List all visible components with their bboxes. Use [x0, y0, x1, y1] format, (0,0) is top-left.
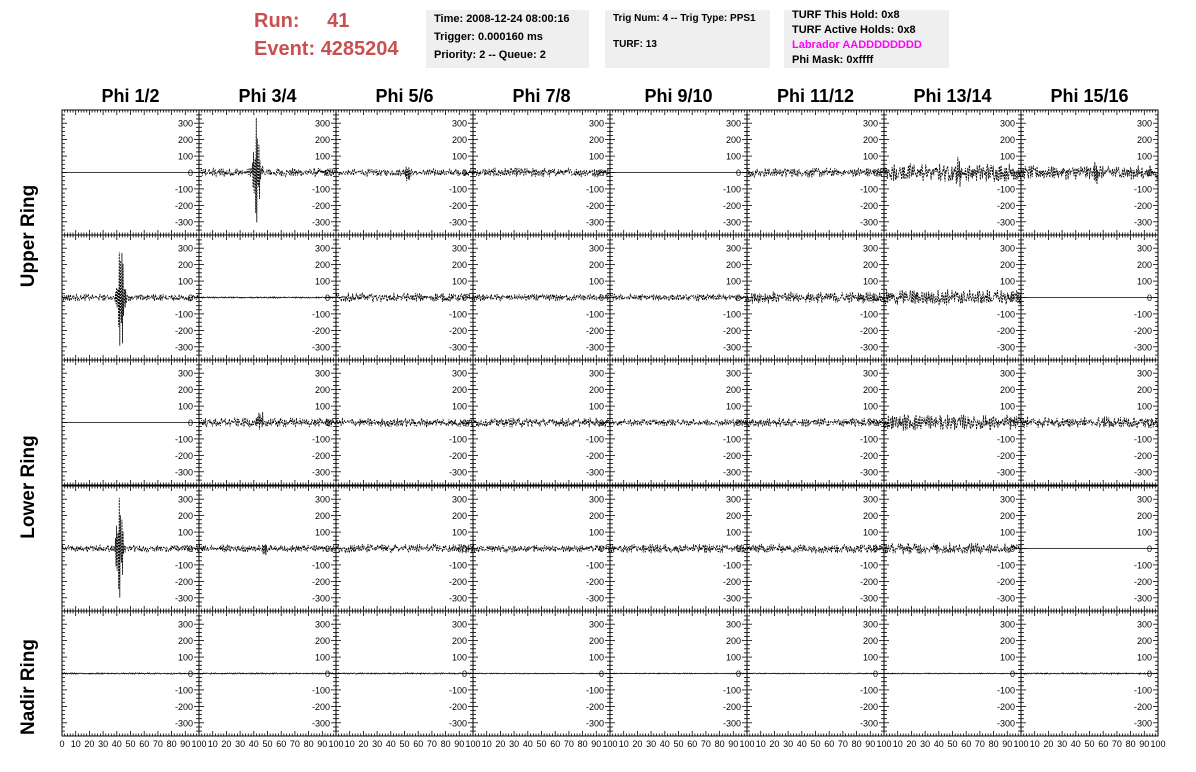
y-tick-label: 0 [1009, 418, 1015, 428]
y-tick-label: 100 [725, 151, 741, 162]
y-tick-label: -200 [722, 200, 741, 211]
y-tick-label: 300 [1136, 243, 1152, 254]
y-tick-label: 100 [177, 527, 193, 538]
y-tick-label: 100 [862, 401, 878, 412]
y-tick-label: -100 [996, 309, 1015, 320]
y-tick-label: 100 [314, 401, 330, 412]
y-tick-label: -300 [859, 217, 878, 228]
trigger-text: Trigger: 0.000160 ms [434, 31, 543, 43]
y-tick-label: 0 [461, 293, 467, 303]
y-tick-label: -200 [996, 200, 1015, 211]
y-tick-label: -100 [585, 434, 604, 445]
y-tick-label: 0 [324, 293, 330, 303]
column-header-phi-11-12: Phi 11/12 [776, 86, 855, 106]
y-tick-label: -200 [448, 450, 467, 461]
y-tick-label: 0 [187, 168, 193, 178]
y-tick-label: 100 [451, 151, 467, 162]
waveform-trace [1021, 162, 1158, 184]
y-tick-label: -100 [722, 434, 741, 445]
y-tick-label: 100 [314, 276, 330, 287]
y-tick-label: -100 [174, 434, 193, 445]
y-tick-label: -300 [311, 467, 330, 478]
y-tick-label: -100 [585, 184, 604, 195]
waveform-trace [1021, 416, 1158, 428]
y-tick-label: 300 [451, 118, 467, 129]
y-tick-label: -300 [585, 593, 604, 604]
y-tick-label: 0 [1009, 293, 1015, 303]
y-tick-label: -300 [996, 217, 1015, 228]
y-tick-label: 0 [598, 544, 604, 554]
y-tick-label: -100 [996, 434, 1015, 445]
turf-this-hold: TURF This Hold: 0x8 [792, 9, 900, 21]
y-tick-label: 300 [177, 368, 193, 379]
y-tick-label: 200 [588, 511, 604, 522]
y-tick-label: -100 [174, 184, 193, 195]
y-tick-label: 0 [461, 418, 467, 428]
waveform-trace [336, 544, 473, 553]
waveform-trace [473, 294, 610, 301]
y-tick-label: 100 [177, 151, 193, 162]
y-tick-label: 100 [1136, 151, 1152, 162]
y-tick-label: 100 [862, 151, 878, 162]
y-tick-label: 0 [872, 168, 878, 178]
y-tick-label: -100 [1133, 434, 1152, 445]
labrador-text: Labrador AADDDDDDDD [792, 39, 922, 51]
y-tick-label: 300 [862, 118, 878, 129]
y-tick-label: 200 [862, 260, 878, 271]
y-tick-label: 0 [872, 418, 878, 428]
y-tick-label: 300 [1136, 118, 1152, 129]
y-tick-label: 200 [314, 385, 330, 396]
y-tick-label: 200 [177, 260, 193, 271]
column-header-phi-15-16: Phi 15/16 [1050, 86, 1129, 106]
plot-frame [1021, 110, 1158, 235]
y-tick-label: 0 [735, 168, 741, 178]
y-tick-label: 0 [1146, 168, 1152, 178]
y-tick-label: -100 [1133, 184, 1152, 195]
y-tick-label: -300 [174, 593, 193, 604]
y-tick-label: -100 [311, 309, 330, 320]
y-tick-label: -300 [585, 467, 604, 478]
event-label: Event: [254, 38, 316, 60]
y-tick-label: -300 [585, 217, 604, 228]
waveform-trace [473, 418, 610, 428]
y-tick-label: 100 [451, 401, 467, 412]
y-tick-label: -200 [311, 325, 330, 336]
y-tick-label: 300 [725, 368, 741, 379]
y-tick-label: -300 [448, 217, 467, 228]
y-tick-label: -200 [859, 450, 878, 461]
y-tick-label: -200 [448, 576, 467, 587]
y-tick-label: -300 [174, 217, 193, 228]
y-tick-label: 200 [314, 260, 330, 271]
y-tick-label: 200 [725, 385, 741, 396]
waveform-trace [336, 293, 473, 303]
y-tick-label: 100 [588, 527, 604, 538]
y-tick-label: -100 [311, 560, 330, 571]
waveform-trace [747, 418, 884, 428]
y-tick-label: 0 [324, 418, 330, 428]
y-tick-label: 200 [177, 511, 193, 522]
y-tick-label: 300 [451, 243, 467, 254]
y-tick-label: 300 [999, 118, 1015, 129]
y-tick-label: 200 [725, 511, 741, 522]
y-tick-label: 300 [725, 243, 741, 254]
y-tick-label: 0 [735, 293, 741, 303]
waveform-trace [473, 168, 610, 178]
y-tick-label: 100 [725, 527, 741, 538]
y-tick-label: -200 [311, 200, 330, 211]
y-tick-label: -100 [174, 560, 193, 571]
y-tick-label: 200 [1136, 260, 1152, 271]
y-tick-label: 300 [862, 368, 878, 379]
phi-mask-text: Phi Mask: 0xffff [792, 54, 874, 66]
y-tick-label: 100 [314, 151, 330, 162]
y-tick-label: -200 [448, 200, 467, 211]
y-tick-label: -200 [996, 325, 1015, 336]
y-tick-label: -100 [859, 184, 878, 195]
y-tick-label: -300 [311, 342, 330, 353]
column-header-phi-3-4: Phi 3/4 [238, 86, 297, 106]
waveform-trace [199, 297, 336, 298]
y-tick-label: -100 [311, 434, 330, 445]
y-tick-label: -100 [1133, 309, 1152, 320]
y-tick-label: -200 [859, 325, 878, 336]
y-tick-label: -100 [585, 560, 604, 571]
y-tick-label: -100 [174, 309, 193, 320]
y-tick-label: 100 [1136, 276, 1152, 287]
y-tick-label: 200 [177, 385, 193, 396]
y-tick-label: 100 [314, 527, 330, 538]
column-header-phi-7-8: Phi 7/8 [512, 86, 571, 106]
row-label-nadir-ring: Nadir Ring [18, 638, 39, 736]
y-tick-label: -200 [174, 200, 193, 211]
y-tick-label: -100 [722, 184, 741, 195]
y-tick-label: 100 [588, 276, 604, 287]
y-tick-label: -200 [722, 576, 741, 587]
waveform-trace [747, 292, 884, 304]
y-tick-label: 200 [862, 135, 878, 146]
y-tick-label: -300 [174, 467, 193, 478]
y-tick-label: -100 [448, 560, 467, 571]
y-tick-label: 100 [177, 276, 193, 287]
y-tick-label: 300 [177, 243, 193, 254]
y-tick-label: 0 [187, 544, 193, 554]
y-tick-label: 0 [1009, 168, 1015, 178]
y-tick-label: -200 [585, 200, 604, 211]
y-tick-label: 300 [588, 368, 604, 379]
y-tick-label: -100 [585, 309, 604, 320]
column-header-phi-13-14: Phi 13/14 [913, 86, 992, 106]
y-tick-label: -300 [585, 342, 604, 353]
y-tick-label: 300 [177, 494, 193, 505]
y-tick-label: -200 [174, 325, 193, 336]
y-tick-label: 0 [598, 168, 604, 178]
y-tick-label: -300 [448, 342, 467, 353]
y-tick-label: 200 [862, 385, 878, 396]
y-tick-label: 200 [177, 135, 193, 146]
y-tick-label: -300 [859, 467, 878, 478]
y-tick-label: 0 [187, 418, 193, 428]
y-tick-label: 100 [999, 276, 1015, 287]
y-tick-label: 0 [1146, 418, 1152, 428]
y-tick-label: 200 [314, 135, 330, 146]
y-tick-label: -200 [1133, 200, 1152, 211]
y-tick-label: 200 [451, 135, 467, 146]
y-tick-label: 300 [314, 368, 330, 379]
y-tick-label: 300 [314, 243, 330, 254]
y-tick-label: -300 [722, 467, 741, 478]
turf-text: TURF: 13 [613, 39, 657, 50]
y-tick-label: 200 [725, 135, 741, 146]
y-tick-label: 300 [999, 368, 1015, 379]
y-tick-label: 300 [588, 494, 604, 505]
y-tick-label: -200 [585, 576, 604, 587]
time-text: Time: 2008-12-24 08:00:16 [434, 13, 570, 25]
y-tick-label: -200 [311, 450, 330, 461]
y-tick-label: -300 [311, 593, 330, 604]
y-tick-label: 200 [588, 135, 604, 146]
y-tick-label: 200 [451, 385, 467, 396]
y-tick-label: -100 [859, 434, 878, 445]
y-tick-label: -100 [859, 309, 878, 320]
y-tick-label: 100 [725, 276, 741, 287]
event-value: 4285204 [320, 38, 399, 60]
y-tick-label: 200 [314, 511, 330, 522]
y-tick-label: -200 [174, 450, 193, 461]
y-tick-label: -300 [722, 217, 741, 228]
y-tick-label: 300 [725, 118, 741, 129]
y-tick-label: 200 [451, 511, 467, 522]
y-tick-label: -300 [1133, 342, 1152, 353]
y-tick-label: 200 [1136, 135, 1152, 146]
column-header-phi-5-6: Phi 5/6 [375, 86, 434, 106]
y-tick-label: -300 [996, 342, 1015, 353]
y-tick-label: -100 [448, 434, 467, 445]
y-tick-label: 200 [999, 135, 1015, 146]
y-tick-label: -200 [1133, 325, 1152, 336]
y-tick-label: -200 [585, 450, 604, 461]
waveform-trace [884, 414, 1021, 430]
y-tick-label: -200 [722, 325, 741, 336]
y-tick-label: -100 [996, 184, 1015, 195]
y-tick-label: -300 [1133, 467, 1152, 478]
column-header-phi-9-10: Phi 9/10 [644, 86, 713, 106]
y-tick-label: 0 [1146, 293, 1152, 303]
y-tick-label: 200 [999, 385, 1015, 396]
run-value: 41 [327, 10, 350, 32]
y-tick-label: 300 [314, 494, 330, 505]
y-tick-label: 300 [451, 368, 467, 379]
trig-num-text: Trig Num: 4 -- Trig Type: PPS1 [613, 13, 756, 24]
y-tick-label: -100 [448, 184, 467, 195]
y-tick-label: -300 [722, 593, 741, 604]
y-tick-label: 100 [177, 401, 193, 412]
waveform-trace [884, 289, 1021, 305]
y-tick-label: 0 [872, 293, 878, 303]
y-tick-label: 0 [324, 544, 330, 554]
y-tick-label: 100 [1136, 401, 1152, 412]
y-tick-label: -200 [996, 450, 1015, 461]
row-label-lower-ring: Lower Ring [18, 435, 39, 539]
y-tick-label: -200 [585, 325, 604, 336]
priority-text: Priority: 2 -- Queue: 2 [434, 49, 546, 61]
waveform-trace [336, 418, 473, 428]
y-tick-label: 0 [461, 544, 467, 554]
y-tick-label: 100 [588, 151, 604, 162]
y-tick-label: 100 [725, 401, 741, 412]
y-tick-label: 200 [588, 260, 604, 271]
waveform-trace [747, 168, 884, 177]
y-tick-label: 0 [735, 418, 741, 428]
y-tick-label: 0 [461, 168, 467, 178]
y-tick-label: -200 [174, 576, 193, 587]
y-tick-label: -300 [722, 342, 741, 353]
y-tick-label: 200 [588, 385, 604, 396]
y-tick-label: 100 [451, 527, 467, 538]
y-tick-label: 300 [999, 243, 1015, 254]
y-tick-label: 300 [177, 118, 193, 129]
waveform-trace [199, 412, 336, 430]
y-tick-label: -200 [859, 200, 878, 211]
y-tick-label: 100 [999, 401, 1015, 412]
y-tick-label: -200 [311, 576, 330, 587]
y-tick-label: -200 [1133, 450, 1152, 461]
y-tick-label: -300 [174, 342, 193, 353]
y-tick-label: -300 [1133, 217, 1152, 228]
run-label: Run: [254, 10, 300, 32]
y-tick-label: 0 [735, 544, 741, 554]
y-tick-label: 300 [1136, 368, 1152, 379]
y-tick-label: -300 [448, 593, 467, 604]
waveform-trace [610, 419, 747, 426]
y-tick-label: 300 [588, 118, 604, 129]
y-tick-label: 300 [725, 494, 741, 505]
y-tick-label: -100 [448, 309, 467, 320]
y-tick-label: -100 [311, 184, 330, 195]
y-tick-label: -200 [722, 450, 741, 461]
y-tick-label: -200 [448, 325, 467, 336]
y-tick-label: 200 [1136, 385, 1152, 396]
y-tick-label: 300 [588, 243, 604, 254]
plot-frame [473, 235, 610, 360]
y-tick-label: -300 [448, 467, 467, 478]
y-tick-label: 100 [588, 401, 604, 412]
y-tick-label: 0 [598, 418, 604, 428]
y-tick-label: 300 [862, 243, 878, 254]
y-tick-label: -300 [996, 467, 1015, 478]
y-tick-label: 200 [999, 260, 1015, 271]
y-tick-label: 300 [451, 494, 467, 505]
y-tick-label: 0 [598, 293, 604, 303]
y-tick-label: 300 [314, 118, 330, 129]
y-tick-label: 100 [451, 276, 467, 287]
waveform-trace [199, 544, 336, 555]
row-label-upper-ring: Upper Ring [18, 184, 39, 288]
y-tick-label: 100 [999, 151, 1015, 162]
y-tick-label: 200 [451, 260, 467, 271]
waveform-trace [610, 544, 747, 553]
turf-active-holds: TURF Active Holds: 0x8 [792, 24, 916, 36]
y-tick-label: -300 [859, 342, 878, 353]
y-tick-label: 100 [862, 276, 878, 287]
y-tick-label: 0 [324, 168, 330, 178]
y-tick-label: 200 [725, 260, 741, 271]
waveform-trace [336, 167, 473, 181]
y-tick-label: -100 [722, 309, 741, 320]
column-header-phi-1-2: Phi 1/2 [101, 86, 160, 106]
waveform-trace [473, 545, 610, 552]
y-tick-label: -300 [311, 217, 330, 228]
y-tick-label: 0 [187, 293, 193, 303]
waveform-trace [610, 294, 747, 301]
y-tick-label: -100 [722, 560, 741, 571]
